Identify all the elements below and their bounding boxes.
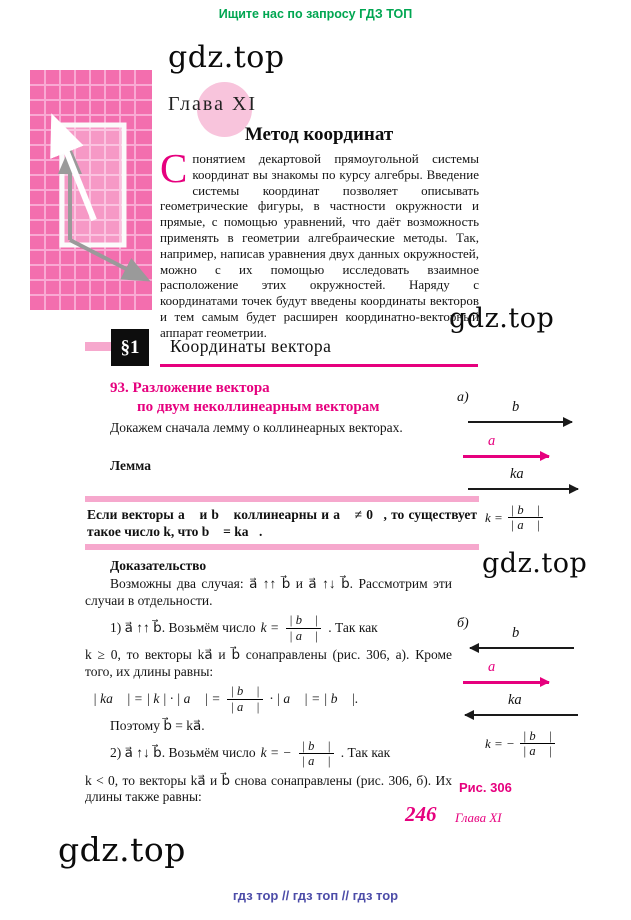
case2-pre: 2) a⃗ ↑↓ b⃗. Возьмём число: [110, 745, 256, 761]
chapter-running-footer: Глава XI: [455, 810, 502, 825]
watermark-gdz-top: gdz.top: [168, 40, 285, 75]
header-search-link[interactable]: Ищите нас по запросу ГДЗ ТОП: [218, 7, 413, 21]
equation-lhs: | ka⃗ | = | k | · | a⃗ | =: [93, 690, 221, 706]
figure-label-a: а): [457, 390, 469, 405]
topic-heading-line1: 93. Разложение вектора: [110, 380, 270, 396]
vector-ka-label: ka⃗: [510, 466, 535, 482]
page-number: 246: [405, 802, 437, 826]
k-formula-a: [485, 503, 545, 533]
lemma-bottom-bar: [85, 544, 479, 550]
lemma-top-bar: [85, 496, 479, 502]
chapter-illustration: [30, 70, 152, 310]
k-formula-b: [485, 729, 557, 759]
intro-text: понятием декартовой прямоугольной системы координат вы знакомы по курсу алгебры. Введение системы координат позволяет описывать геометрические фигуры, в частности окружности и прямые, с помощью уравнений, что даёт возможность применять в геометрии алгебраические методы. Так, например, написав уравнения двух данных окружностей, можно с их помощью исследовать взаимное расположение этих окружностей. Наряду с координатами точек будут введены координаты векторов и тем самым будет расширен координатно-векторный аппарат геометрии.: [160, 151, 479, 340]
case1-k-equals: k =: [260, 619, 280, 635]
lemma-text: Если векторы a⃗ и b⃗ коллинеарны и a⃗ ≠ 0⃗, то существует такое число k, что b⃗ = ka⃗.: [87, 507, 477, 539]
section-accent-bar: [85, 342, 111, 351]
case1-pre: 1) a⃗ ↑↑ b⃗. Возьмём число: [110, 619, 256, 635]
fraction-numerator: | b⃗ |: [520, 729, 555, 744]
vectors-grid-art: [30, 70, 152, 310]
fraction-denominator: | a⃗ |: [522, 744, 552, 759]
vector-ka-arrow: [465, 714, 578, 716]
proof-column: [85, 576, 452, 809]
vector-a-arrow: [463, 455, 549, 458]
lemma-box: [85, 496, 479, 550]
watermark-gdz-top: gdz.top: [449, 303, 555, 334]
fraction: [227, 684, 262, 714]
chapter-label: Глава XI: [168, 93, 258, 115]
fraction: [508, 503, 543, 533]
vector-b-arrow: [468, 421, 572, 423]
vector-b-label: b⃗: [512, 399, 531, 415]
equation-rhs: · | a⃗ | = | b⃗ |.: [269, 690, 359, 706]
watermark-gdz-top: gdz.top: [482, 548, 588, 579]
fraction-numerator: | b⃗ |: [227, 684, 262, 699]
figure-306: [455, 388, 631, 800]
fraction-denominator: | a⃗ |: [301, 754, 331, 768]
vector-a-arrow: [463, 681, 549, 684]
case2-formula-line: [85, 738, 452, 770]
paragraph-case1-conclusion: Поэтому b⃗ = ka⃗.: [110, 718, 205, 733]
intro-paragraph: [160, 145, 479, 341]
topic-heading: [110, 379, 379, 417]
k-equals: k =: [485, 509, 503, 525]
equation-line: [85, 683, 452, 715]
footer-search-links[interactable]: гдз тор // гдз топ // гдз тор: [232, 888, 399, 903]
vector-ka-label: ka⃗: [508, 692, 533, 708]
fraction: [286, 613, 321, 643]
lemma-label: Лемма: [110, 458, 152, 473]
fraction-denominator: | a⃗ |: [289, 628, 319, 643]
watermark-gdz-top: gdz.top: [58, 830, 186, 869]
fraction-denominator: | a⃗ |: [230, 699, 260, 714]
chapter-title: Метод координат: [244, 124, 394, 145]
section-badge: §1: [111, 329, 149, 366]
topic-heading-line2: по двум неколлинеарным векторам: [137, 399, 380, 415]
fraction-numerator: | b⃗ |: [299, 739, 334, 754]
case2-post: . Так как: [340, 745, 391, 761]
fraction: [299, 739, 334, 769]
vector-b-label: b⃗: [512, 625, 531, 641]
case1-post: . Так как: [328, 619, 378, 635]
drop-cap: С: [160, 145, 188, 191]
fraction-numerator: | b⃗ |: [508, 503, 543, 518]
k-equals: k = −: [485, 735, 515, 751]
figure-caption: Рис. 306: [459, 780, 512, 795]
case2-k-equals: k = −: [260, 745, 292, 761]
section-title: Координаты вектора: [170, 336, 332, 356]
figure-label-b: б): [457, 616, 469, 631]
case1-formula-line: [85, 612, 452, 644]
fraction: [520, 729, 555, 759]
vector-a-label: a⃗: [488, 659, 507, 675]
proof-label: Доказательство: [110, 558, 207, 573]
paragraph-lead: Докажем сначала лемму о коллинеарных векторах.: [110, 420, 403, 435]
vector-a-label: a⃗: [488, 433, 507, 449]
section-underline: [160, 364, 478, 367]
paragraph-cases: Возможны два случая: a⃗ ↑↑ b⃗ и a⃗ ↑↓ b⃗. Рассмотрим эти случаи в отдельности.: [85, 576, 452, 608]
fraction-numerator: | b⃗ |: [286, 613, 321, 628]
vector-ka-arrow: [468, 488, 578, 490]
vector-b-arrow: [470, 647, 574, 649]
paragraph-case1-body: k ≥ 0, то векторы ka⃗ и b⃗ сонаправлены (рис. 306, а). Кроме того, их длины равны:: [85, 647, 452, 679]
fraction-denominator: | a⃗ |: [510, 518, 540, 533]
paragraph-case2-body: k < 0, то векторы ka⃗ и b⃗ снова сонаправлены (рис. 306, б). Их длины также равны:: [85, 772, 452, 804]
